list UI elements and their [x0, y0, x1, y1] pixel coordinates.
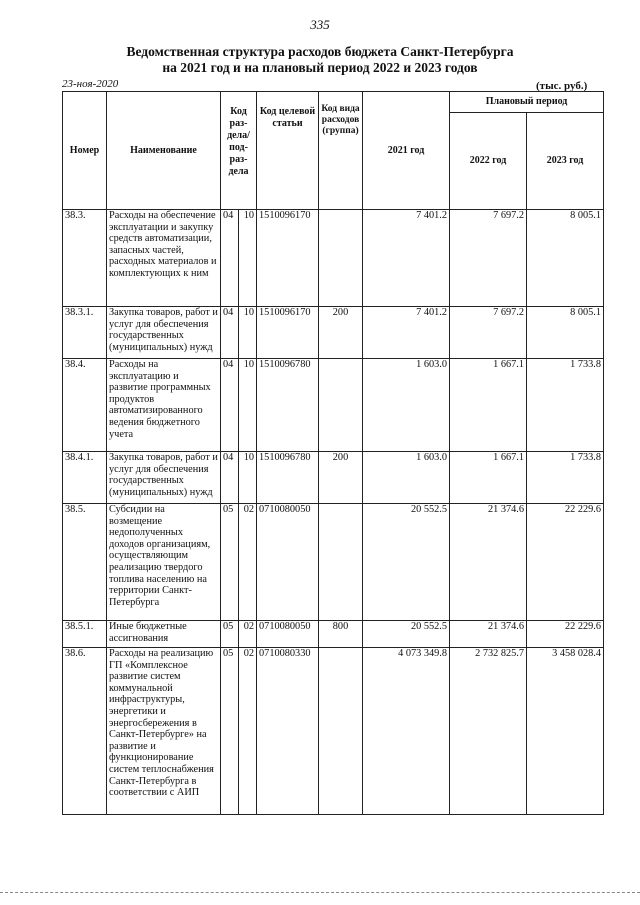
row-podrazdel: 10	[239, 452, 257, 504]
row-number: 38.5.1.	[63, 621, 107, 648]
header-2022: 2022 год	[450, 113, 527, 210]
row-2023: 1 733.8	[527, 452, 604, 504]
header-2023: 2023 год	[527, 113, 604, 210]
units-label: (тыс. руб.)	[536, 80, 588, 92]
row-number: 38.3.1.	[63, 307, 107, 359]
row-2022: 1 667.1	[450, 452, 527, 504]
table-row	[63, 452, 604, 504]
row-2021: 4 073 349.8	[363, 648, 450, 815]
budget-table	[62, 91, 604, 815]
document-date: 23-ноя-2020	[62, 78, 119, 90]
header-planned-period: Плановый период	[450, 92, 604, 113]
table-row	[63, 307, 604, 359]
row-podrazdel: 10	[239, 210, 257, 307]
row-number: 38.6.	[63, 648, 107, 815]
row-2023: 22 229.6	[527, 504, 604, 621]
row-razdel: 05	[221, 648, 239, 815]
row-2022: 21 374.6	[450, 621, 527, 648]
header-2021: 2021 год	[363, 92, 450, 210]
row-kind	[319, 359, 363, 452]
row-number: 38.3.	[63, 210, 107, 307]
row-kind: 200	[319, 307, 363, 359]
header-kind: Код вида расходов (группа)	[319, 92, 363, 210]
row-2021: 20 552.5	[363, 621, 450, 648]
header-section: Код раз- дела/ под- раз- дела	[221, 92, 257, 210]
row-target: 0710080050	[257, 621, 319, 648]
row-2022: 21 374.6	[450, 504, 527, 621]
row-2022: 7 697.2	[450, 307, 527, 359]
row-2023: 1 733.8	[527, 359, 604, 452]
row-podrazdel: 02	[239, 504, 257, 621]
row-2021: 7 401.2	[363, 307, 450, 359]
row-razdel: 04	[221, 452, 239, 504]
row-target: 1510096780	[257, 359, 319, 452]
row-kind	[319, 504, 363, 621]
row-podrazdel: 10	[239, 359, 257, 452]
row-name: Субсидии на возмещение недополученных доходов организациям, осуществляющим реализацию твердого топлива населению на территории Санкт-Петербурга	[107, 504, 221, 621]
row-podrazdel: 02	[239, 621, 257, 648]
row-razdel: 04	[221, 359, 239, 452]
table-row	[63, 621, 604, 648]
row-razdel: 04	[221, 307, 239, 359]
title-line-2: на 2021 год и на плановый период 2022 и 2023 годов	[162, 60, 478, 75]
row-name: Расходы на эксплуатацию и развитие программных продуктов автоматизированного ведения бюджетного учета	[107, 359, 221, 452]
row-kind: 200	[319, 452, 363, 504]
row-target: 0710080050	[257, 504, 319, 621]
row-razdel: 05	[221, 621, 239, 648]
header-number: Номер	[63, 92, 107, 210]
row-target: 0710080330	[257, 648, 319, 815]
header-name: Наименование	[107, 92, 221, 210]
row-2023: 3 458 028.4	[527, 648, 604, 815]
table-row	[63, 648, 604, 815]
row-2023: 8 005.1	[527, 307, 604, 359]
row-number: 38.5.	[63, 504, 107, 621]
document-title	[0, 44, 640, 76]
row-2022: 2 732 825.7	[450, 648, 527, 815]
table-row	[63, 504, 604, 621]
row-target: 1510096170	[257, 307, 319, 359]
row-name: Иные бюджетные ассигнования	[107, 621, 221, 648]
header-target: Код целевой статьи	[257, 92, 319, 210]
row-2022: 1 667.1	[450, 359, 527, 452]
page-number: 335	[310, 17, 330, 32]
row-2021: 7 401.2	[363, 210, 450, 307]
row-razdel: 05	[221, 504, 239, 621]
row-kind	[319, 210, 363, 307]
row-podrazdel: 02	[239, 648, 257, 815]
row-2022: 7 697.2	[450, 210, 527, 307]
row-podrazdel: 10	[239, 307, 257, 359]
title-line-1: Ведомственная структура расходов бюджета Санкт-Петербурга	[126, 44, 514, 59]
row-target: 1510096170	[257, 210, 319, 307]
page-bottom-edge	[0, 892, 640, 893]
row-kind	[319, 648, 363, 815]
table-row	[63, 359, 604, 452]
row-2021: 1 603.0	[363, 359, 450, 452]
table-row	[63, 210, 604, 307]
row-2021: 20 552.5	[363, 504, 450, 621]
row-number: 38.4.	[63, 359, 107, 452]
row-number: 38.4.1.	[63, 452, 107, 504]
row-razdel: 04	[221, 210, 239, 307]
row-2023: 22 229.6	[527, 621, 604, 648]
row-target: 1510096780	[257, 452, 319, 504]
row-kind: 800	[319, 621, 363, 648]
row-2023: 8 005.1	[527, 210, 604, 307]
row-2021: 1 603.0	[363, 452, 450, 504]
row-name: Расходы на реализацию ГП «Комплексное развитие систем коммунальной инфраструктуры, энергетики и энергосбережения в Санкт-Петербурге» на развитие и функционирование систем теплоснабжения Санкт-Петербурга в соответствии с АИП	[107, 648, 221, 815]
row-name: Расходы на обеспечение эксплуатации и закупку средств автоматизации, запасных частей, расходных материалов и комплектующих к ним	[107, 210, 221, 307]
row-name: Закупка товаров, работ и услуг для обеспечения государственных (муниципальных) нужд	[107, 307, 221, 359]
row-name: Закупка товаров, работ и услуг для обеспечения государственных (муниципальных) нужд	[107, 452, 221, 504]
